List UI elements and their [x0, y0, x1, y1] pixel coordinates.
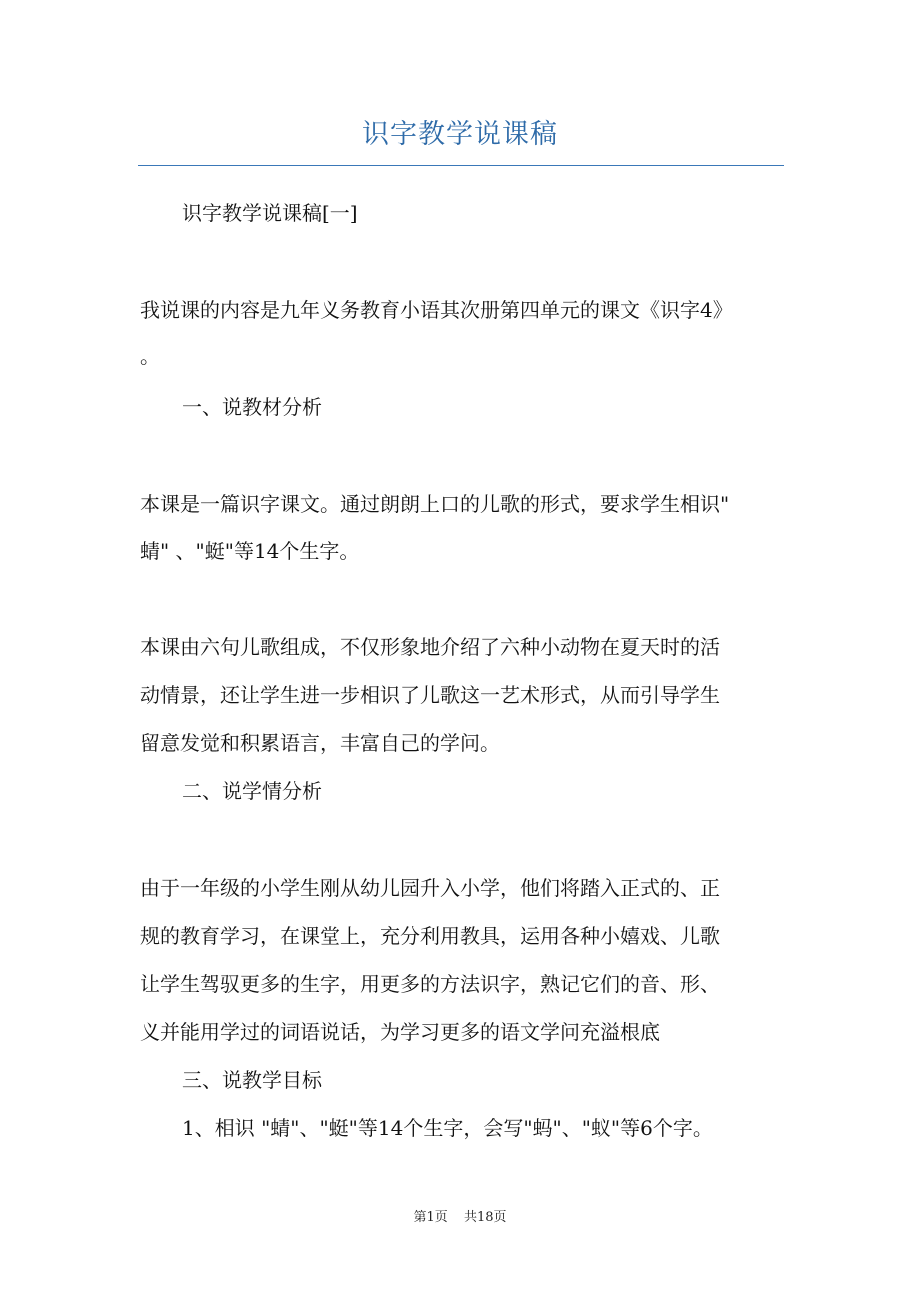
page-number: 第1页 [413, 1210, 448, 1225]
paragraph-line: 义并能用学过的词语说话，为学习更多的语文学问充溢根底 [140, 1020, 660, 1044]
paragraph-line: 本课由六句儿歌组成，不仅形象地介绍了六种小动物在夏天时的活 [140, 635, 720, 659]
paragraph-line: 留意发觉和积累语言，丰富自己的学问。 [140, 731, 500, 755]
section-heading: 三、说教学目标 [182, 1068, 322, 1092]
section-heading: 一、说教材分析 [182, 395, 322, 419]
document-subtitle: 识字教学说课稿[一] [182, 201, 358, 225]
paragraph-line: 蜻" 、"蜓"等14个生字。 [140, 539, 360, 563]
paragraph-line: 规的教育学习，在课堂上，充分利用教具，运用各种小嬉戏、儿歌 [140, 924, 720, 948]
paragraph-line: 1、相识 "蜻"、"蜓"等14个生字，会写"蚂"、"蚁"等6个字。 [182, 1116, 713, 1140]
paragraph-line: 。 [140, 344, 160, 368]
paragraph-line: 本课是一篇识字课文。通过朗朗上口的儿歌的形式，要求学生相识" [140, 492, 730, 516]
paragraph-line: 我说课的内容是九年义务教育小语其次册第四单元的课文《识字4》 [140, 298, 733, 322]
title-underline [138, 165, 784, 166]
paragraph-line: 动情景，还让学生进一步相识了儿歌这一艺术形式，从而引导学生 [140, 683, 720, 707]
page-title: 识字教学说课稿 [362, 119, 558, 150]
section-heading: 二、说学情分析 [182, 779, 322, 803]
paragraph-line: 让学生驾驭更多的生字，用更多的方法识字，熟记它们的音、形、 [140, 972, 720, 996]
page-footer [0, 1206, 920, 1225]
paragraph-line: 由于一年级的小学生刚从幼儿园升入小学，他们将踏入正式的、正 [140, 876, 720, 900]
page-count: 共18页 [463, 1210, 507, 1225]
